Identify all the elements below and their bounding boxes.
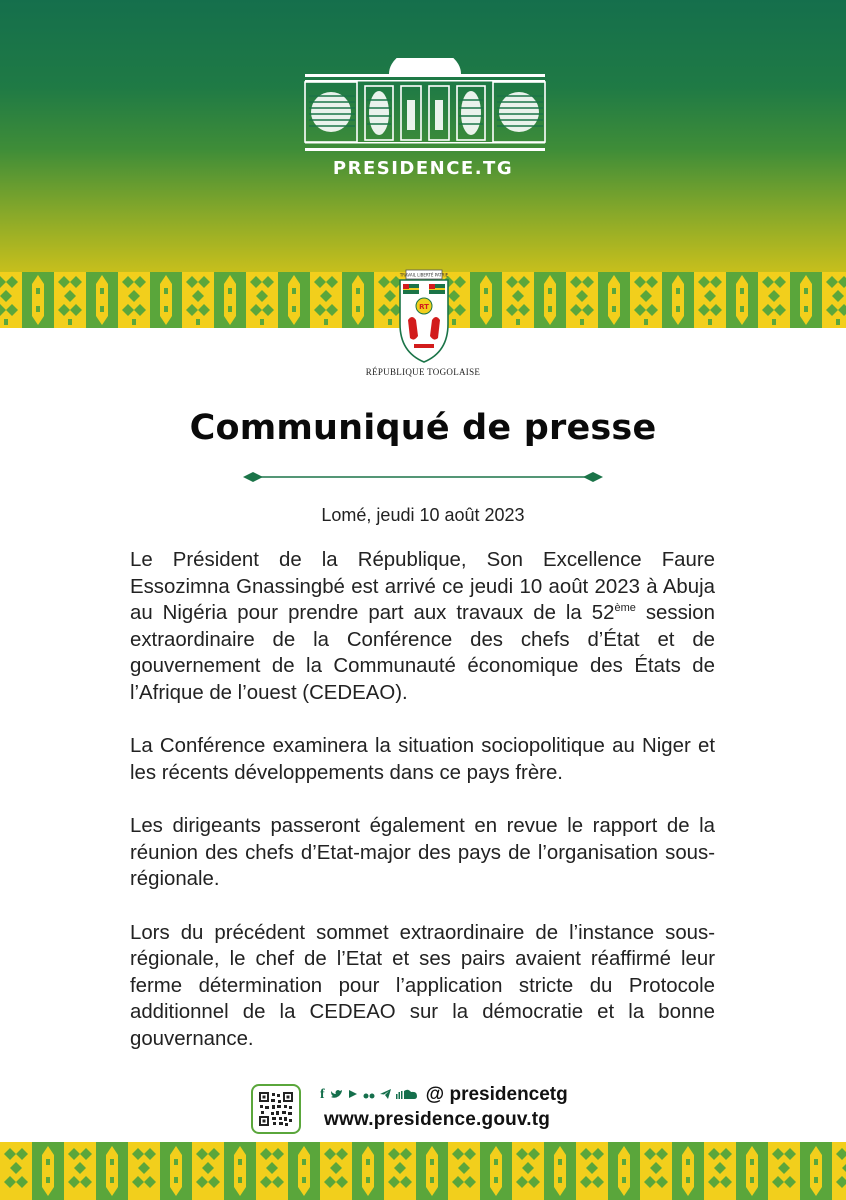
- paragraph-3: Les dirigeants passeront également en revue le rapport de la réunion des chefs d’Etat-major des pays de l’organisation sous-régionale.: [130, 815, 715, 890]
- youtube-icon[interactable]: [348, 1089, 358, 1101]
- paragraph-4: Lors du précédent sommet extraordinaire de l’instance sous-régionale, le chef de l’Etat et ses pairs avaient réaffirmé leur ferme détermination pour l’application stricte du Protocole additionnel de la CEDEAO sur la démocratie et la bonne gouvernance.: [130, 921, 715, 1050]
- website-link[interactable]: www.presidence.gouv.tg: [324, 1109, 551, 1130]
- twitter-icon[interactable]: [330, 1089, 343, 1102]
- presidential-palace-logo: [303, 58, 547, 154]
- header-banner: [0, 0, 846, 272]
- kente-band-bottom: [0, 1142, 846, 1200]
- qr-code: [251, 1084, 301, 1134]
- social-handle[interactable]: @ presidencetg: [425, 1084, 568, 1105]
- emblem-initials: RT: [419, 303, 429, 311]
- coat-of-arms-emblem: [392, 266, 456, 366]
- press-release-body: [130, 547, 715, 1079]
- motto-text: TRAVAIL LIBERTÉ PATRIE: [399, 272, 449, 278]
- facebook-icon[interactable]: f: [320, 1087, 325, 1102]
- brand-name: PRESIDENCE.TG: [332, 158, 514, 179]
- paragraph-2: La Conférence examinera la situation sociopolitique au Niger et les récents développements dans ce pays frère.: [130, 735, 715, 784]
- date-line: Lomé, jeudi 10 août 2023: [321, 505, 525, 525]
- social-icons: [320, 1089, 418, 1102]
- emblem-caption: RÉPUBLIQUE TOGOLAISE: [365, 367, 481, 377]
- telegram-icon[interactable]: [380, 1089, 391, 1101]
- soundcloud-icon[interactable]: [396, 1089, 418, 1101]
- social-row: [320, 1084, 568, 1106]
- flickr-icon[interactable]: [363, 1089, 375, 1101]
- paragraph-1: Le Président de la République, Son Excellence Faure Essozimna Gnassingbé est arrivé ce jeudi 10 août 2023 à Abuja au Nigéria pour prendre part aux travaux de la 52ème session extraordinaire de la Conférence des chefs d’État et de gouvernement de la Communauté économique des États de l’Afrique de l’ouest (CEDEAO).: [130, 549, 715, 704]
- page-title: Communiqué de presse: [189, 408, 657, 448]
- title-divider: [243, 470, 603, 484]
